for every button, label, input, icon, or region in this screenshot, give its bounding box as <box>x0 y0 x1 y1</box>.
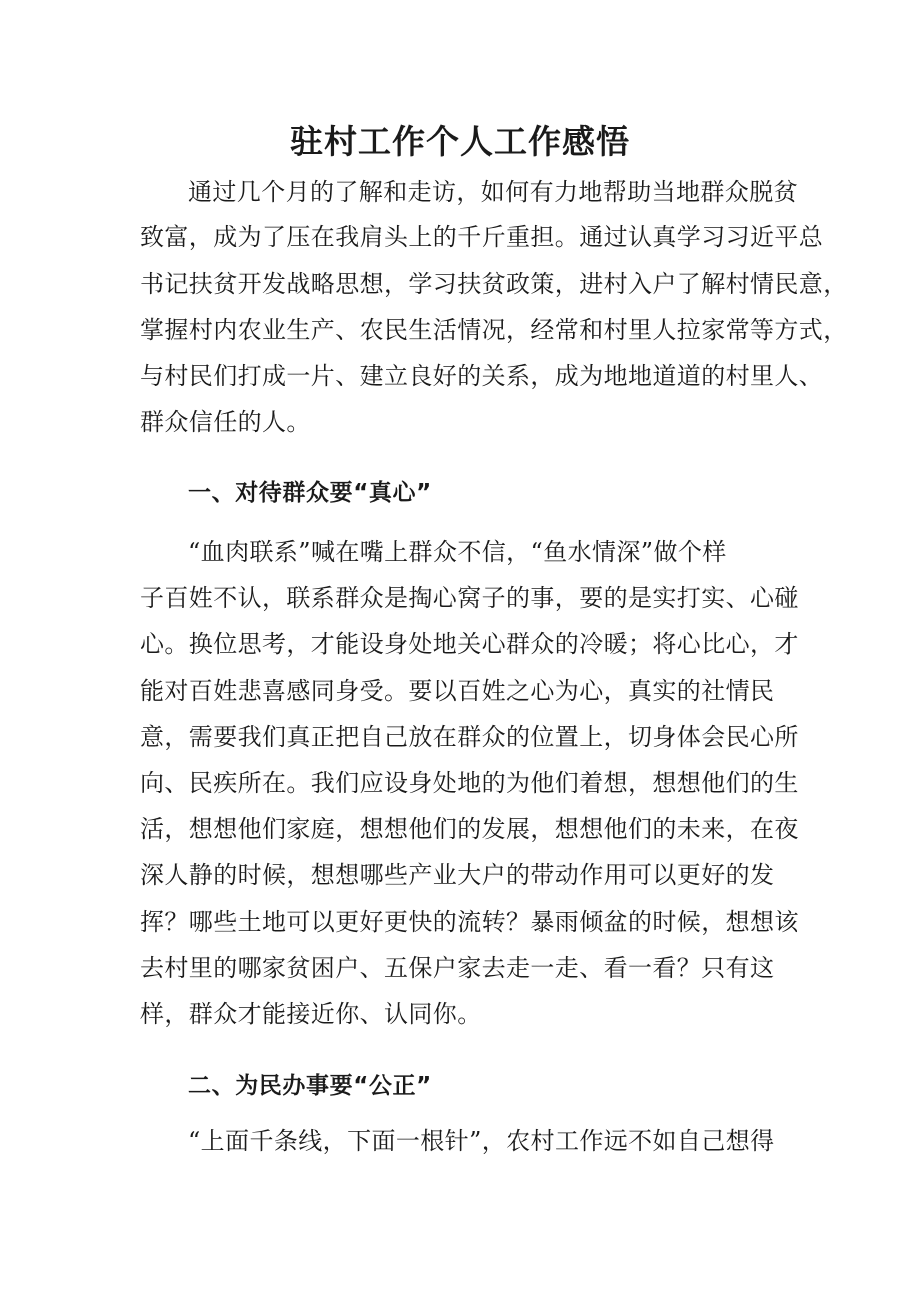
intro-line-6: 群众信任的人。 <box>140 408 311 436</box>
section-1-line-6: 向、民疾所在。我们应设身处地的为他们着想，想想他们的生 <box>140 769 799 797</box>
section-1-line-11: 样，群众才能接近你、认同你。 <box>140 1000 482 1028</box>
intro-line-4: 掌握村内农业生产、农民生活情况，经常和村里人拉家常等方式， <box>140 316 848 344</box>
section-1-line-2: 子百姓不认，联系群众是掏心窝子的事，要的是实打实、心碰 <box>140 584 799 612</box>
document-title: 驻村工作个人工作感悟 <box>290 122 630 161</box>
section-1-line-1: “血肉联系”喊在嘴上群众不信，“鱼水情深”做个样 <box>188 538 727 566</box>
intro-line-2: 致富，成为了压在我肩头上的千斤重担。通过认真学习习近平总 <box>140 223 824 251</box>
section-1-line-7: 活，想想他们家庭，想想他们的发展，想想他们的未来，在夜 <box>140 815 799 843</box>
section-1-heading: 一、对待群众要“真心” <box>188 480 432 506</box>
intro-line-3: 书记扶贫开发战略思想，学习扶贫政策，进村入户了解村情民意， <box>140 270 848 298</box>
section-2-line-1: “上面千条线，下面一根针”，农村工作远不如自己想得 <box>188 1127 775 1155</box>
intro-line-5: 与村民们打成一片、建立良好的关系，成为地地道道的村里人、 <box>140 362 824 390</box>
section-1-line-4: 能对百姓悲喜感同身受。要以百姓之心为心，真实的社情民 <box>140 677 775 705</box>
section-1-line-8: 深人静的时候，想想哪些产业大户的带动作用可以更好的发 <box>140 861 775 889</box>
intro-line-1: 通过几个月的了解和走访，如何有力地帮助当地群众脱贫 <box>188 178 798 206</box>
section-1-line-9: 挥？哪些土地可以更好更快的流转？暴雨倾盆的时候，想想该 <box>140 908 799 936</box>
section-1-line-3: 心。换位思考，才能设身处地关心群众的冷暖；将心比心，才 <box>140 630 799 658</box>
section-1-line-10: 去村里的哪家贫困户、五保户家去走一走、看一看？只有这 <box>140 954 775 982</box>
section-2-heading: 二、为民办事要“公正” <box>188 1073 432 1099</box>
section-1-line-5: 意，需要我们真正把自己放在群众的位置上，切身体会民心所 <box>140 723 799 751</box>
